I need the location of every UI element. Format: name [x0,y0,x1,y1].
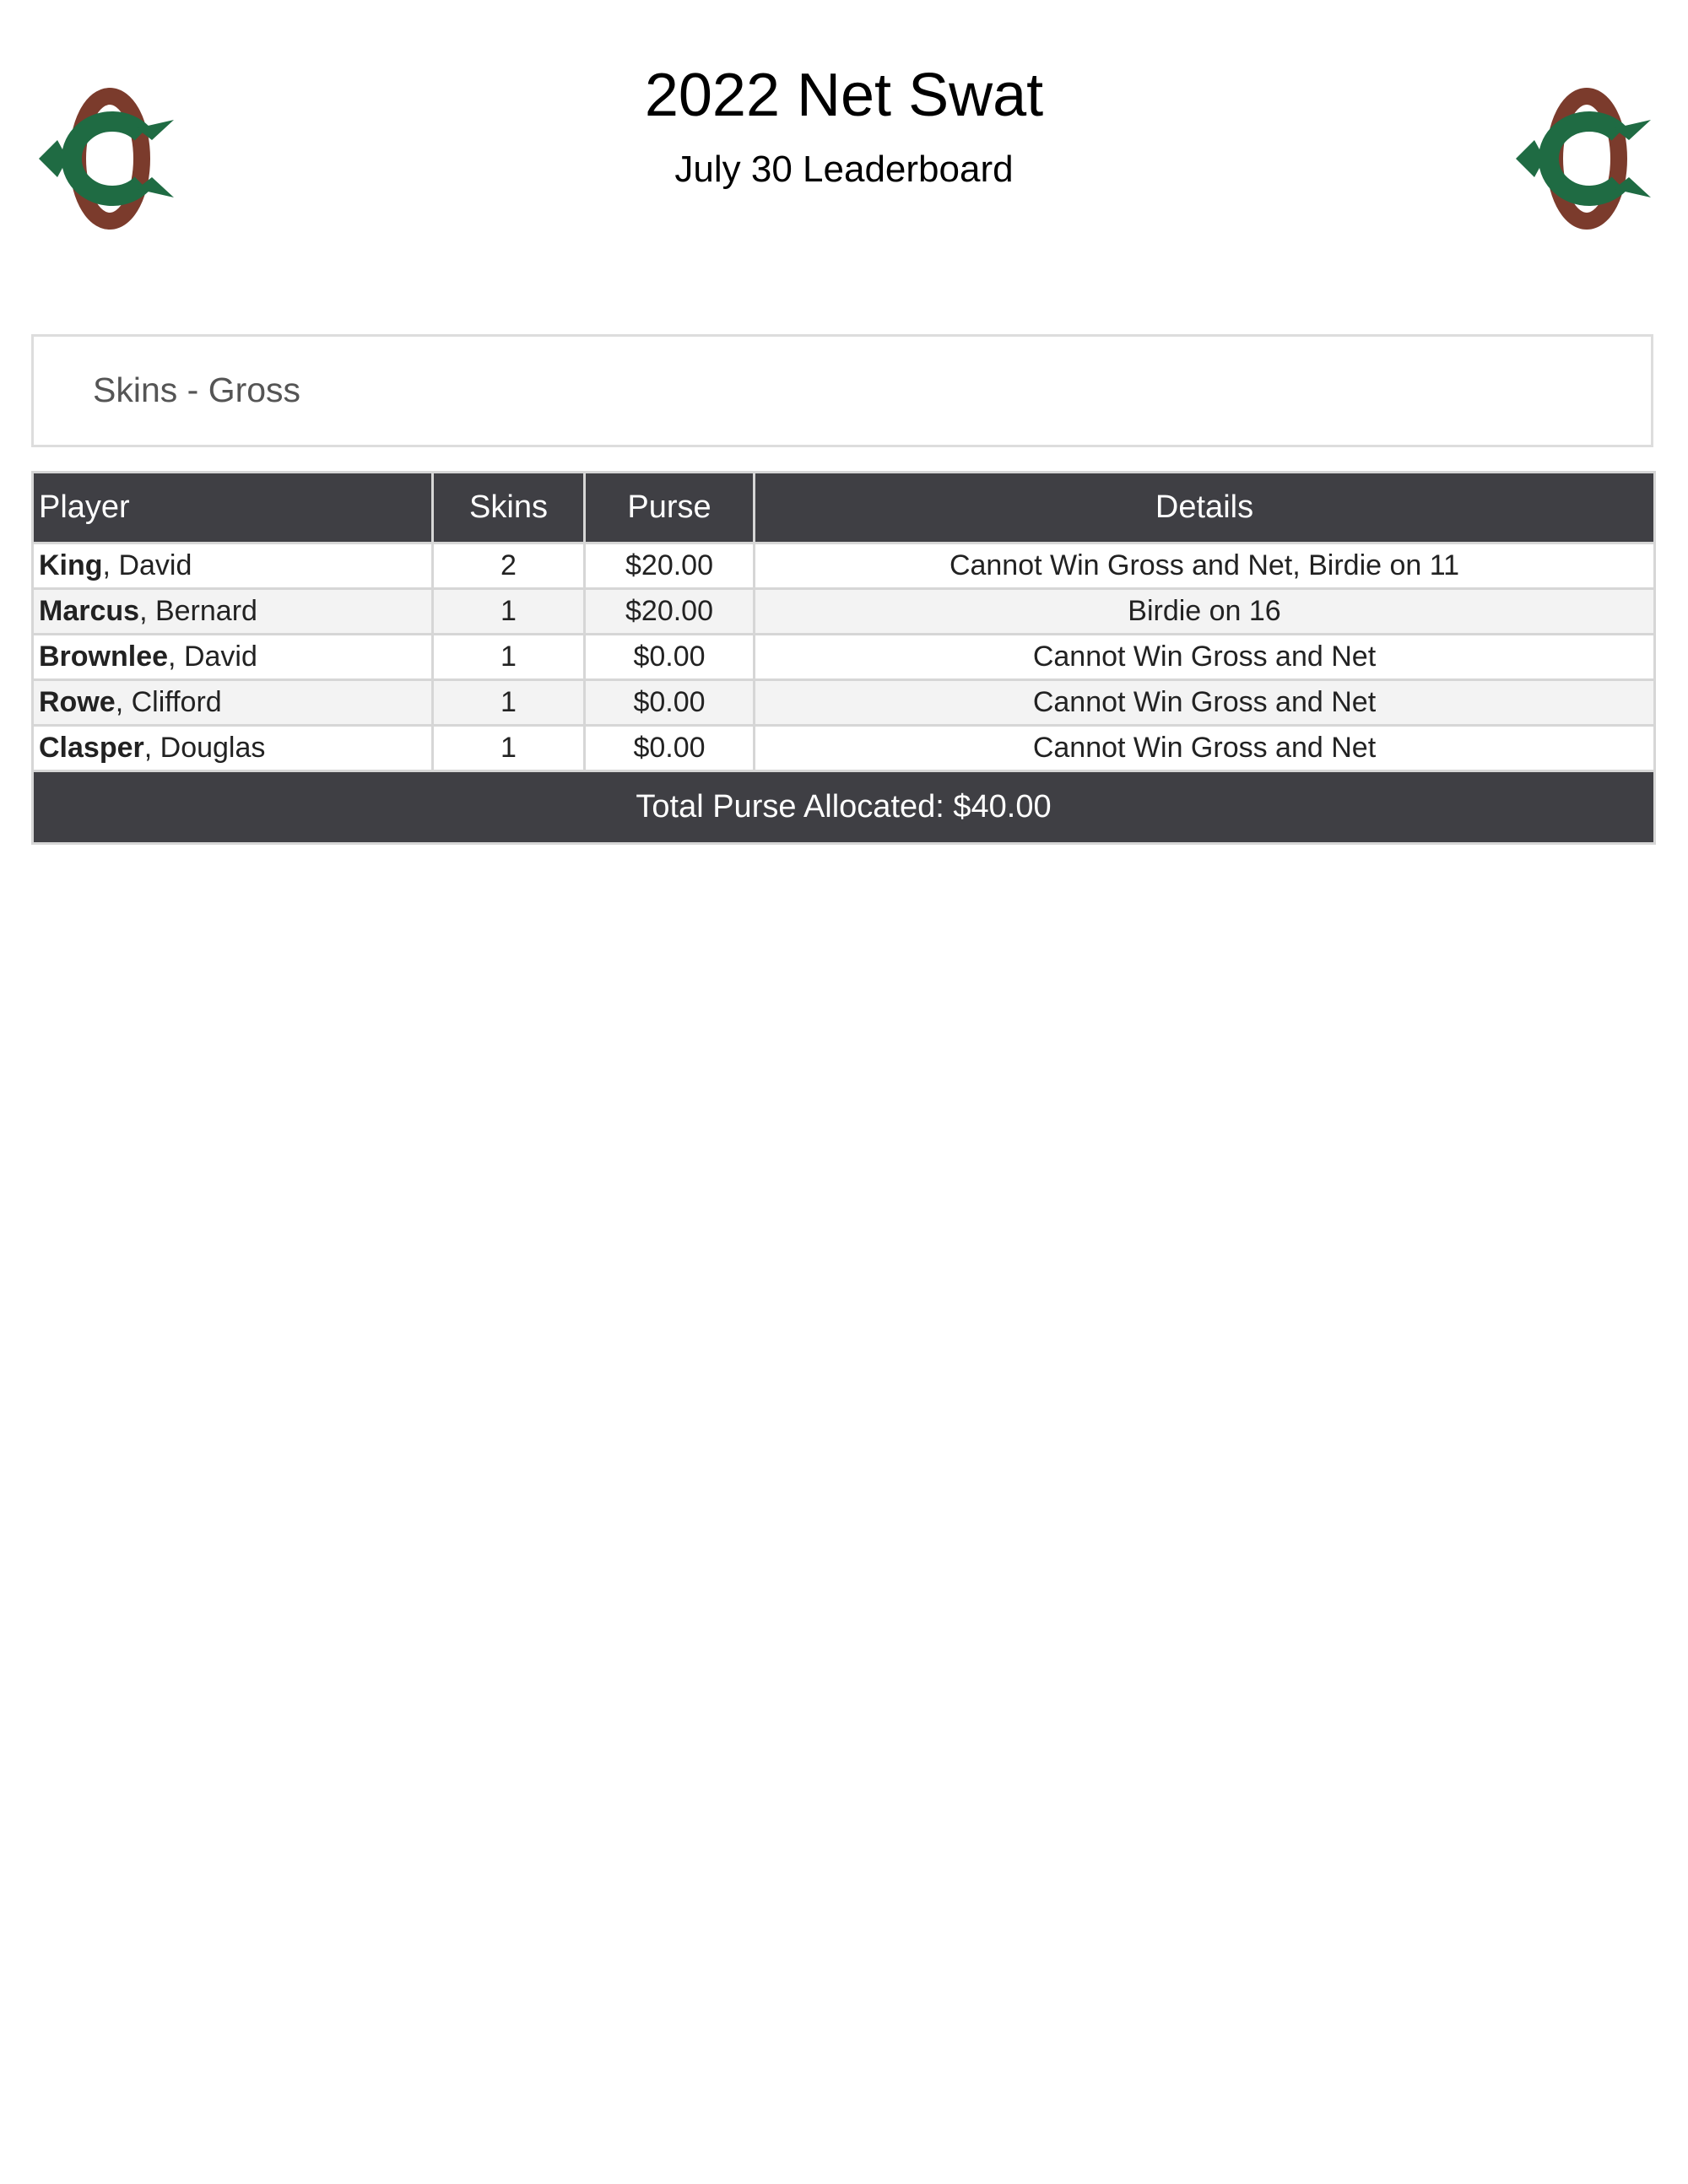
page-subtitle: July 30 Leaderboard [674,149,1014,190]
column-header-skins: Skins [433,473,585,543]
skins-cell: 2 [433,543,585,589]
table-footer-row [33,771,1655,844]
name-separator: , [139,595,155,627]
table-row [33,680,1655,726]
purse-cell: $0.00 [585,635,755,680]
section-header [31,334,1653,447]
player-first-name: Douglas [160,732,266,764]
player-first-name: Bernard [154,595,257,627]
player-last-name: Marcus [39,595,140,627]
table-row [33,589,1655,635]
player-cell [33,543,433,589]
player-cell [33,680,433,726]
column-header-details: Details [755,473,1655,543]
column-header-player: Player [33,473,433,543]
player-first-name: David [118,549,192,581]
player-last-name: King [39,549,103,581]
table-row [33,543,1655,589]
total-purse-label: Total Purse Allocated: $40.00 [33,771,1655,844]
name-separator: , [102,549,119,581]
player-first-name: Clifford [131,686,222,718]
details-cell: Cannot Win Gross and Net, Birdie on 11 [755,543,1655,589]
skins-cell: 1 [433,680,585,726]
player-last-name: Clasper [39,732,144,764]
player-cell [33,726,433,771]
details-cell: Birdie on 16 [755,589,1655,635]
name-separator: , [143,732,160,764]
purse-cell: $20.00 [585,543,755,589]
details-cell: Cannot Win Gross and Net [755,680,1655,726]
skins-leaderboard-table [31,471,1656,845]
table-header-row [33,473,1655,543]
player-cell [33,589,433,635]
player-first-name: David [183,641,257,673]
skins-cell: 1 [433,726,585,771]
section-title: Skins - Gross [93,370,301,409]
page-title: 2022 Net Swat [644,62,1044,129]
details-cell: Cannot Win Gross and Net [755,726,1655,771]
player-last-name: Rowe [39,686,116,718]
name-separator: , [115,686,132,718]
skins-cell: 1 [433,635,585,680]
purse-cell: $20.00 [585,589,755,635]
purse-cell: $0.00 [585,680,755,726]
table-row [33,726,1655,771]
purse-cell: $0.00 [585,726,755,771]
player-cell [33,635,433,680]
skins-cell: 1 [433,589,585,635]
player-last-name: Brownlee [39,641,169,673]
name-separator: , [168,641,184,673]
column-header-purse: Purse [585,473,755,543]
details-cell: Cannot Win Gross and Net [755,635,1655,680]
table-row [33,635,1655,680]
